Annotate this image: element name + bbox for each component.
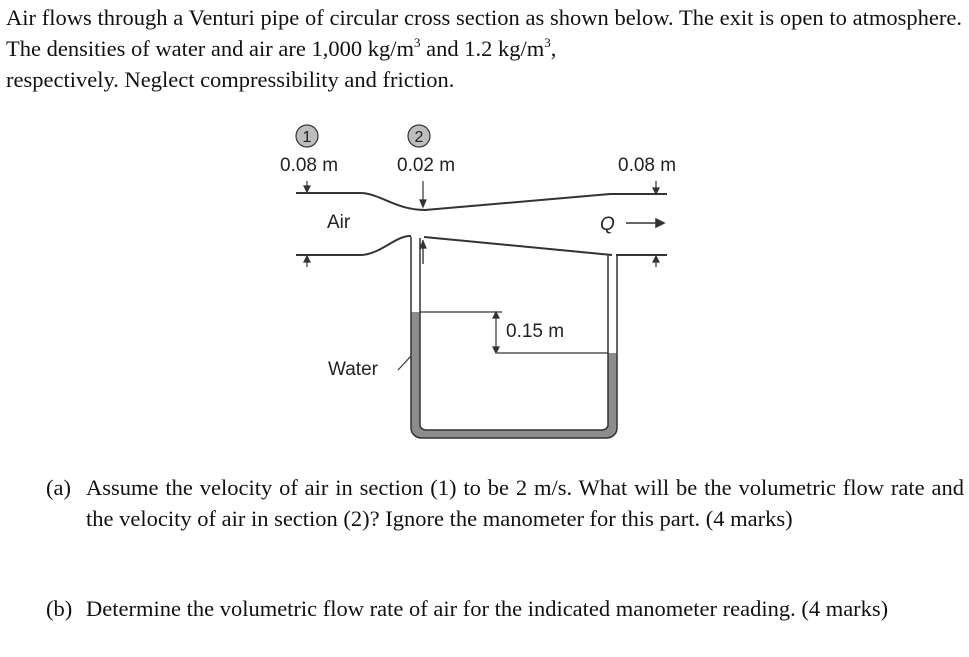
- section-2-number: 2: [414, 129, 424, 146]
- air-label: Air: [327, 212, 351, 233]
- section-1-marker: [296, 125, 318, 147]
- section-2-marker: [408, 125, 430, 147]
- question-b-label: (b): [46, 596, 73, 621]
- intro-text-2: and 1.2 kg/m: [420, 36, 545, 61]
- dim-exit: 0.08 m: [618, 155, 677, 176]
- question-a: [46, 472, 964, 534]
- water-leader-line: [398, 356, 411, 370]
- question-b: [46, 593, 964, 624]
- exponent-3: 3: [414, 35, 421, 50]
- intro-text-3: ,: [550, 36, 557, 61]
- section-1-number: 1: [302, 129, 312, 146]
- intro-text-1: Air flows through a Venturi pipe of circular cross section as shown below. The exit is open to atmosphere. The densities of water and air are 1,000 kg/m: [6, 5, 962, 61]
- intro-text-4: respectively. Neglect compressibility and friction.: [6, 67, 455, 92]
- flow-rate-label: Q: [600, 214, 615, 235]
- question-b-text: Determine the volumetric flow rate of air for the indicated manometer reading. (4 marks): [86, 596, 889, 621]
- dim-section-2: 0.02 m: [397, 155, 456, 176]
- exponent-3: 3: [544, 35, 551, 50]
- manometer-reading: 0.15 m: [506, 321, 565, 342]
- question-a-text: Assume the velocity of air in section (1) to be 2 m/s. What will be the volumetric flow rate and the velocity of air in section (2)? Ignore the manometer for this part. (4 marks): [86, 475, 964, 531]
- question-a-label: (a): [46, 475, 71, 500]
- water-label: Water: [328, 359, 378, 380]
- dim-section-1: 0.08 m: [280, 155, 339, 176]
- flow-arrow: [626, 219, 664, 227]
